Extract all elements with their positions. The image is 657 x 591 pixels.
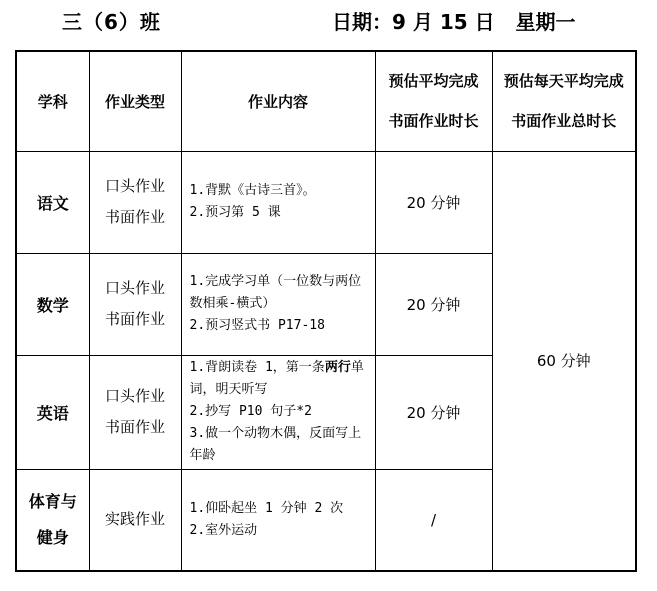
column-header-total-time-line2: 书面作业总时长 <box>511 112 617 131</box>
content-line: 2.预习第 5 课 <box>189 205 281 220</box>
content-line: 2.抄写 P10 句子*2 <box>189 404 312 419</box>
type-item: 口头作业 <box>104 177 165 195</box>
type-item: 口头作业 <box>104 279 165 297</box>
column-header-type: 作业类型 <box>89 51 181 151</box>
content-line: 1.仰卧起坐 1 分钟 2 次 <box>189 500 344 516</box>
content-cell <box>181 253 375 355</box>
column-header-subject: 学科 <box>16 51 89 151</box>
time-cell: 20 分钟 <box>375 253 492 355</box>
type-item: 书面作业 <box>104 208 165 226</box>
subject-cell: 英语 <box>16 355 89 469</box>
content-line: 1.完成学习单（一位数与两位 <box>189 274 362 289</box>
column-header-total-time-line1: 预估每天平均完成 <box>503 72 624 91</box>
subject-cell: 语文 <box>16 151 89 253</box>
type-item: 口头作业 <box>104 387 165 405</box>
date-label: 日期：9 月 15 日 星期一 <box>332 10 576 34</box>
column-header-avg-time-line1: 预估平均完成 <box>388 72 479 91</box>
content-line: 3.做一个动物木偶，反面写上 <box>189 426 362 441</box>
column-header-content: 作业内容 <box>181 51 375 151</box>
page-header <box>0 6 657 36</box>
type-cell <box>89 253 181 355</box>
column-header-avg-time <box>375 51 492 151</box>
content-cell <box>181 355 375 469</box>
table-row <box>16 151 636 253</box>
content-cell <box>181 151 375 253</box>
total-time-cell: 60 分钟 <box>492 151 636 571</box>
table-header-row <box>16 51 636 151</box>
subject-line: 健身 <box>36 527 69 547</box>
content-line: 词，明天听写 <box>189 382 268 397</box>
type-item: 实践作业 <box>104 510 165 529</box>
type-cell <box>89 151 181 253</box>
type-item: 书面作业 <box>104 310 165 328</box>
content-line: 1.背默《古诗三首》。 <box>189 183 316 198</box>
class-name: 三（6）班 <box>62 10 161 34</box>
column-header-avg-time-line2: 书面作业时长 <box>388 112 479 131</box>
subject-cell <box>16 469 89 571</box>
subject-line: 体育与 <box>28 491 77 511</box>
time-cell: 20 分钟 <box>375 355 492 469</box>
type-item: 书面作业 <box>104 418 165 436</box>
content-line: 2.室外运动 <box>189 522 258 538</box>
content-line: 1.背朗读卷 1，第一条两行单 <box>189 360 364 375</box>
time-cell: 20 分钟 <box>375 151 492 253</box>
content-line: 数相乘-横式） <box>189 296 276 311</box>
subject-cell: 数学 <box>16 253 89 355</box>
time-cell: / <box>375 469 492 571</box>
homework-table <box>15 50 637 572</box>
type-cell <box>89 469 181 571</box>
content-line: 2.预习竖式书 P17-18 <box>189 318 325 333</box>
column-header-total-time <box>492 51 636 151</box>
content-line: 年龄 <box>189 448 216 463</box>
type-cell <box>89 355 181 469</box>
content-cell <box>181 469 375 571</box>
emphasis-text: 两行 <box>324 360 351 375</box>
